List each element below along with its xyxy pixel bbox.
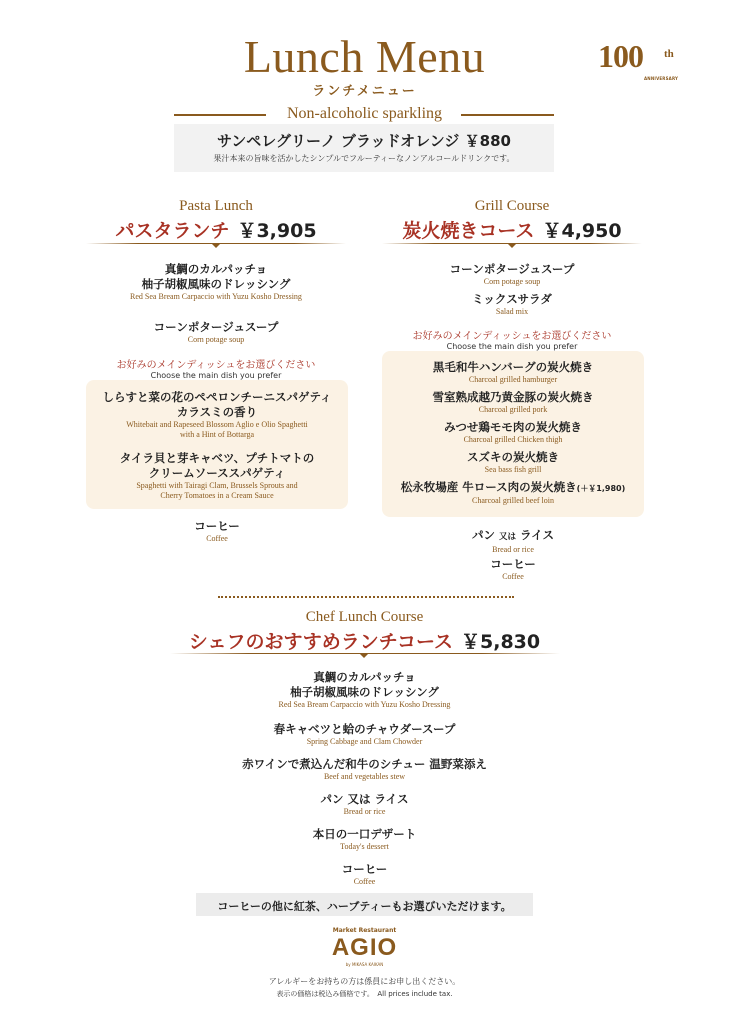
chef-title-jp: シェフのおすすめランチコース xyxy=(188,631,453,653)
grill-main-item xyxy=(382,480,644,506)
chef-item-jp: 春キャベツと蛤のチャウダースープ xyxy=(273,722,456,736)
pasta-main-en: Spaghetti with Tairagi Clam, Brussels Sprouts and xyxy=(136,481,298,490)
chef-item xyxy=(0,722,729,747)
pasta-choose-en: Choose the main dish you prefer xyxy=(150,371,282,380)
chef-item-en: Spring Cabbage and Clam Chowder xyxy=(306,737,423,746)
chef-title-en: Chef Lunch Course xyxy=(305,609,424,625)
pasta-item-en: Corn potage soup xyxy=(187,335,245,344)
chef-price: ￥5,830 xyxy=(461,631,541,653)
chef-item xyxy=(0,862,729,887)
grill-price: ￥4,950 xyxy=(542,220,622,242)
pasta-section xyxy=(86,198,346,243)
chef-item-jp2: 柚子胡椒風味のドレッシング xyxy=(290,685,439,699)
logo-caption-top: Market Restaurant xyxy=(332,927,397,934)
grill-main-en: Sea bass fish grill xyxy=(484,465,542,474)
grill-bread-en: Bread or rice xyxy=(492,545,534,554)
pasta-item-en: Red Sea Bream Carpaccio with Yuzu Kosho Dressing xyxy=(130,292,302,301)
pasta-heading xyxy=(86,216,346,243)
logo-caption-bottom: by MIKASA KAIKAN xyxy=(345,962,384,967)
drink-name: サンペレグリーノ ブラッドオレンジ ￥880 xyxy=(217,132,511,150)
pasta-main-en2: Cherry Tomatoes in a Cream Sauce xyxy=(160,491,274,500)
grill-main-en: Charcoal grilled beef loin xyxy=(472,496,554,505)
pasta-item xyxy=(86,262,346,302)
anniversary-number: 100 xyxy=(598,38,643,74)
grill-choose xyxy=(382,327,642,351)
chef-item-en: Today's dessert xyxy=(340,842,389,851)
pasta-choose xyxy=(86,356,346,380)
chef-item xyxy=(0,670,729,710)
grill-bread-b: ライス xyxy=(520,528,555,542)
chef-section xyxy=(0,609,729,654)
grill-item-en: Salad mix xyxy=(495,307,529,316)
restaurant-logo: AGIO xyxy=(331,934,398,961)
grill-main-surcharge: (＋￥1,980) xyxy=(576,484,626,493)
allergy-note: アレルギーをお持ちの方は係員にお申し出ください。 xyxy=(268,977,461,986)
grill-section xyxy=(382,198,642,243)
grill-main-jp: スズキの炭火焼き xyxy=(467,450,559,464)
pasta-price: ￥3,905 xyxy=(237,220,317,242)
grill-main-item xyxy=(382,360,644,385)
pasta-item xyxy=(86,320,346,345)
grill-main-jp: みつせ鶏モモ肉の炭火焼き xyxy=(444,420,582,434)
grill-bread-or: 又は xyxy=(498,532,516,542)
chef-item xyxy=(0,792,729,817)
chef-item-en: Bread or rice xyxy=(343,807,386,816)
pasta-underline-notch xyxy=(211,243,221,248)
pasta-main-en: Whitebait and Rapeseed Blossom Aglio e Olio Spaghetti xyxy=(126,420,308,429)
grill-main-item xyxy=(382,390,644,415)
chef-item-en: Red Sea Bream Carpaccio with Yuzu Kosho Dressing xyxy=(278,700,451,709)
chef-item-jp: 赤ワインで煮込んだ和牛のシチュー 温野菜添え xyxy=(242,757,487,771)
pasta-title-en: Pasta Lunch xyxy=(179,198,253,214)
anniversary-suffix: th xyxy=(664,48,674,60)
chef-item-en: Beef and vegetables stew xyxy=(323,772,406,781)
page-subtitle: ランチメニュー xyxy=(312,84,417,99)
drink-description: 果汁本来の旨味を活かしたシンプルでフルーティーなノンアルコールドリンクです。 xyxy=(213,154,515,163)
chef-heading xyxy=(0,627,729,654)
grill-bread-a: パン xyxy=(471,528,495,542)
grill-main-en: Charcoal grilled pork xyxy=(478,405,548,414)
grill-coffee-en: Coffee xyxy=(502,572,524,581)
chef-item-jp: コーヒー xyxy=(341,862,388,876)
grill-item-jp: コーンポタージュスープ xyxy=(449,262,575,276)
sparkling-label: Non-alcoholic sparkling xyxy=(286,105,443,122)
grill-bread-jp xyxy=(382,528,644,545)
anniversary-caption: ANNIVERSARY xyxy=(644,76,679,81)
grill-main-jp-text: 松永牧場産 牛ロース肉の炭火焼き xyxy=(400,480,577,494)
pasta-coffee-en: Coffee xyxy=(206,534,228,543)
tea-note: コーヒーの他に紅茶、ハーブティーもお選びいただけます。 xyxy=(217,900,512,913)
grill-main-item xyxy=(382,420,644,445)
anniversary-logo xyxy=(598,38,688,88)
pasta-coffee-jp: コーヒー xyxy=(194,519,240,533)
pasta-main-jp2: カラスミの香り xyxy=(176,405,258,419)
grill-item xyxy=(382,262,642,287)
pasta-main-item xyxy=(86,390,348,440)
pasta-coffee xyxy=(86,519,348,544)
chef-item xyxy=(0,757,729,782)
chef-item-jp: 真鯛のカルパッチョ xyxy=(313,670,416,684)
pasta-title-jp: パスタランチ xyxy=(115,220,230,242)
chef-item-jp: パン 又は ライス xyxy=(320,792,409,806)
grill-coffee-jp: コーヒー xyxy=(490,557,536,571)
pasta-main-jp: しらすと菜の花のペペロンチーニスパゲティ xyxy=(102,390,332,404)
pasta-choose-jp: お好みのメインディッシュをお選びください xyxy=(116,360,316,371)
grill-main-jp: 雪室熟成越乃黄金豚の炭火焼き xyxy=(432,390,594,404)
pasta-main-item xyxy=(86,451,348,501)
grill-title-en: Grill Course xyxy=(474,198,550,214)
section-divider xyxy=(218,596,514,598)
grill-main-en: Charcoal grilled Chicken thigh xyxy=(463,435,563,444)
grill-title-jp: 炭火焼きコース xyxy=(402,220,535,242)
tax-note: 表示の価格は税込み価格です。 All prices include tax. xyxy=(276,990,453,998)
chef-underline-notch xyxy=(359,653,369,658)
page-title: Lunch Menu xyxy=(243,31,486,82)
grill-main-jp xyxy=(382,480,644,496)
pasta-item-jp: 真鯛のカルパッチョ xyxy=(164,262,268,276)
grill-choose-en: Choose the main dish you prefer xyxy=(446,342,578,351)
pasta-main-en2: with a Hint of Bottarga xyxy=(179,430,255,439)
grill-item-en: Corn potage soup xyxy=(483,277,541,286)
grill-main-jp: 黒毛和牛ハンバーグの炭火焼き xyxy=(432,360,594,374)
pasta-main-jp: タイラ貝と芽キャベツ、プチトマトの xyxy=(119,451,315,465)
grill-main-item xyxy=(382,450,644,475)
chef-item-jp: 本日の一口デザート xyxy=(312,827,417,841)
pasta-item-jp2: 柚子胡椒風味のドレッシング xyxy=(141,277,291,291)
grill-bread xyxy=(382,528,644,555)
pasta-main-jp2: クリームソーススパゲティ xyxy=(148,466,286,480)
grill-heading xyxy=(382,216,642,243)
grill-coffee xyxy=(382,557,644,582)
grill-choose-jp: お好みのメインディッシュをお選びください xyxy=(412,331,612,342)
grill-main-en: Charcoal grilled hamburger xyxy=(468,375,558,384)
chef-item xyxy=(0,827,729,852)
chef-item-en: Coffee xyxy=(353,877,376,886)
grill-item-jp: ミックスサラダ xyxy=(472,292,552,306)
grill-item xyxy=(382,292,642,317)
grill-underline-notch xyxy=(507,243,517,248)
pasta-item-jp: コーンポタージュスープ xyxy=(153,320,279,334)
